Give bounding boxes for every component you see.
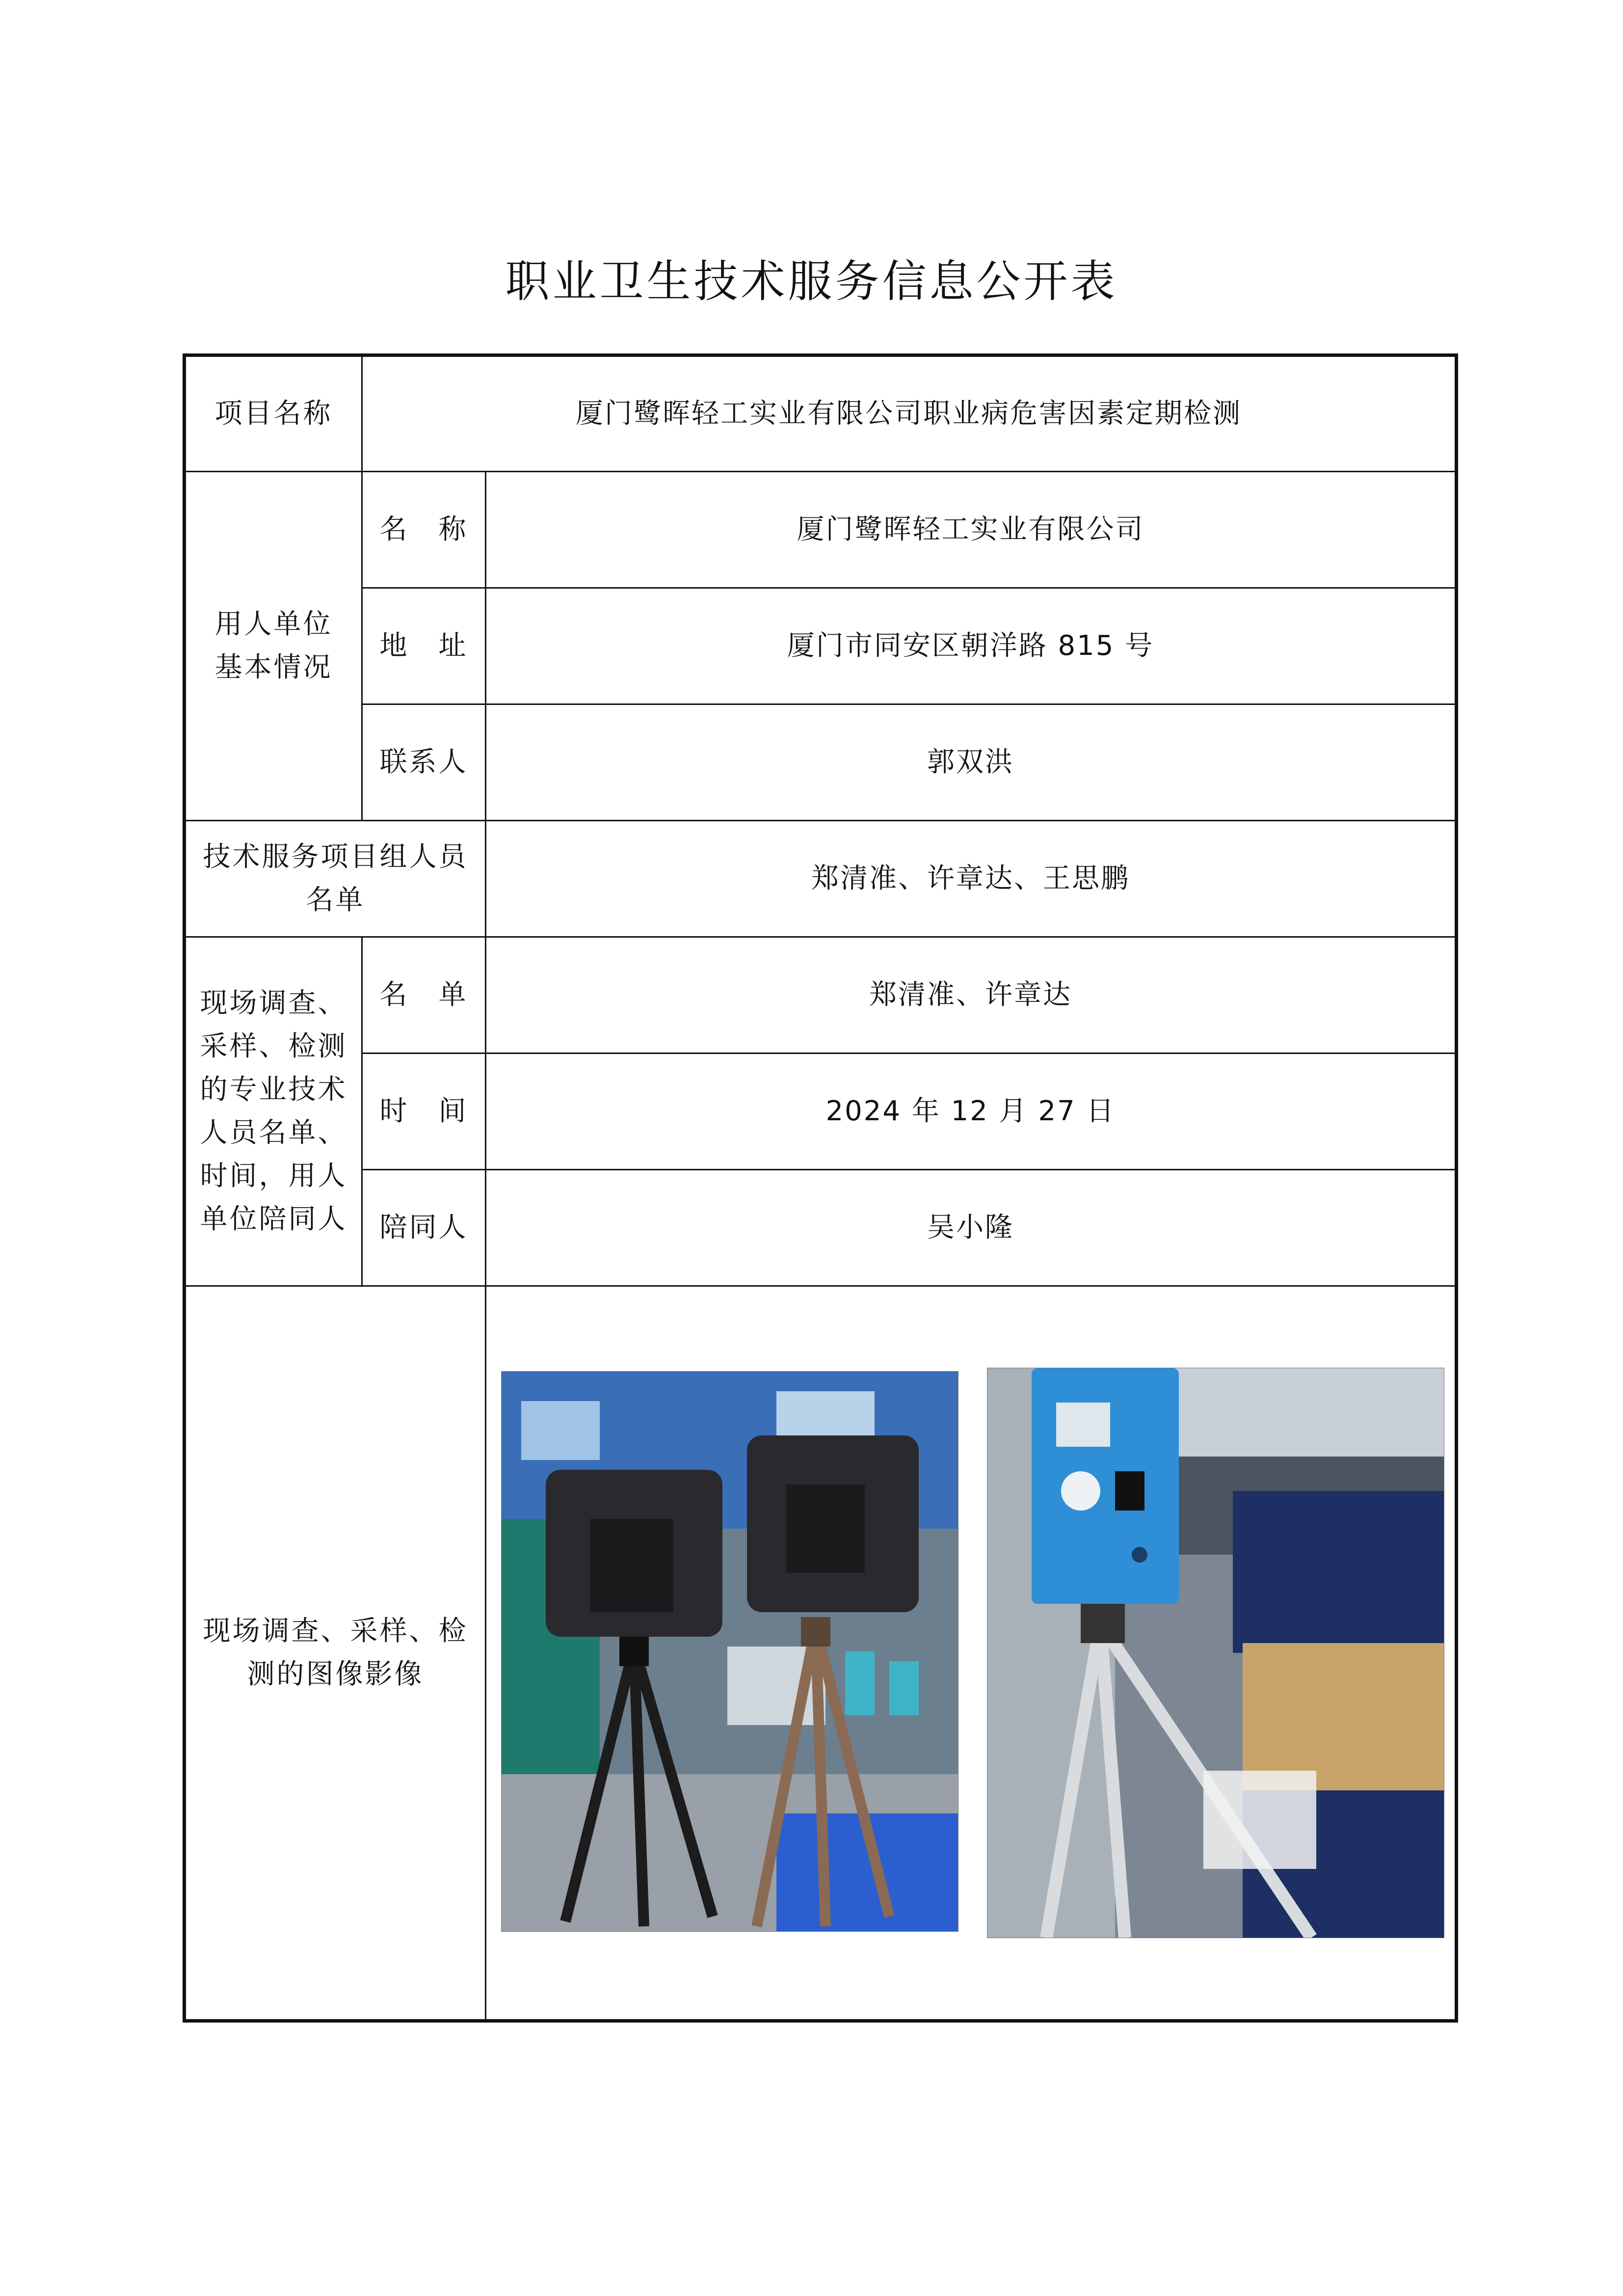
employer-info-label-line2: 基本情况 — [214, 651, 333, 683]
survey-accompany-value: 吴小隆 — [486, 1170, 1457, 1286]
row-employer-name — [185, 472, 1457, 588]
row-survey-accompany — [185, 1170, 1457, 1286]
row-employer-contact — [185, 704, 1457, 821]
document-title: 职业卫生技术服务信息公开表 — [505, 256, 1118, 307]
survey-names-label: 名 单 — [362, 937, 486, 1053]
employer-name-label: 名 称 — [362, 472, 486, 588]
survey-time-label: 时 间 — [362, 1053, 486, 1170]
survey-label-line-1: 现场调查、 — [200, 987, 347, 1019]
images-label-line1: 现场调查、采样、检 — [203, 1615, 468, 1647]
team-label-line1: 技术服务项目组人员 — [203, 841, 468, 873]
photo-sampling-devices-illustration — [502, 1372, 958, 1931]
survey-names-value: 郑清准、许章达 — [486, 937, 1457, 1053]
photo-sampling-devices — [501, 1371, 958, 1932]
survey-label-line-5: 时间，用人 — [200, 1160, 347, 1192]
employer-contact-label: 联系人 — [362, 704, 486, 821]
row-images — [185, 1286, 1457, 2021]
row-employer-address — [185, 588, 1457, 704]
images-label-line2: 测的图像影像 — [247, 1658, 424, 1690]
project-name-value: 厦门鹭晖轻工实业有限公司职业病危害因素定期检测 — [362, 355, 1457, 472]
survey-label — [185, 937, 362, 1286]
images-label — [185, 1286, 486, 2021]
employer-info-label-line1: 用人单位 — [214, 608, 333, 640]
employer-info-label — [185, 472, 362, 821]
row-survey-names — [185, 937, 1457, 1053]
employer-name-value: 厦门鹭晖轻工实业有限公司 — [486, 472, 1457, 588]
photo-blue-sampler-illustration — [987, 1368, 1444, 1938]
row-team — [185, 821, 1457, 937]
survey-label-line-3: 的专业技术 — [200, 1074, 347, 1106]
project-name-label: 项目名称 — [185, 355, 362, 472]
team-label-line2: 名单 — [306, 884, 365, 916]
row-project — [185, 355, 1457, 472]
team-value: 郑清准、许章达、王思鹏 — [486, 821, 1457, 937]
info-table — [183, 353, 1458, 2023]
images-cell — [486, 1286, 1457, 2021]
photo-blue-sampler — [987, 1368, 1444, 1938]
row-survey-time — [185, 1053, 1457, 1170]
survey-label-line-2: 采样、检测 — [200, 1030, 347, 1062]
team-label — [185, 821, 486, 937]
survey-accompany-label: 陪同人 — [362, 1170, 486, 1286]
survey-label-line-4: 人员名单、 — [200, 1117, 347, 1149]
survey-time-value: 2024 年 12 月 27 日 — [486, 1053, 1457, 1170]
employer-address-value: 厦门市同安区朝洋路 815 号 — [486, 588, 1457, 704]
employer-address-label: 地 址 — [362, 588, 486, 704]
employer-contact-value: 郭双洪 — [486, 704, 1457, 821]
survey-label-line-6: 单位陪同人 — [200, 1203, 347, 1235]
